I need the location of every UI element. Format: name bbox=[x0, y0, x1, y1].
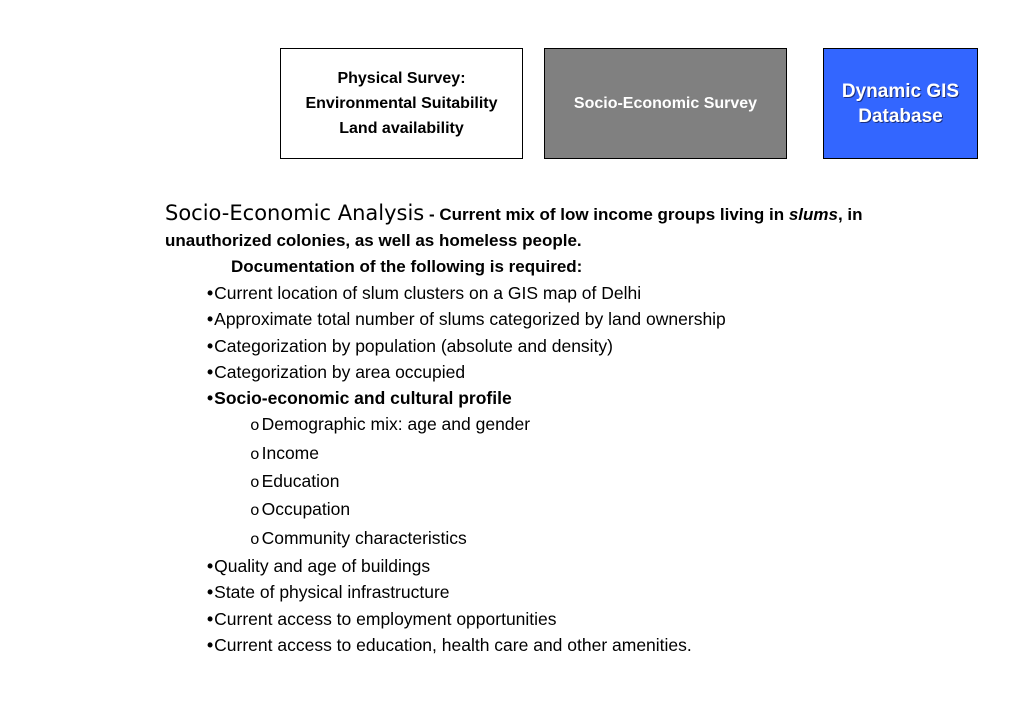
profile-sublist bbox=[207, 411, 1005, 552]
sub-bullet-icon: o bbox=[250, 474, 260, 493]
requirements-list bbox=[165, 280, 1005, 658]
bullet-icon: • bbox=[207, 608, 214, 629]
sub-list-item bbox=[250, 468, 1005, 496]
list-item-text: Categorization by population (absolute and density) bbox=[214, 335, 614, 356]
profile-label: Socio-economic and cultural profile bbox=[214, 388, 512, 409]
sub-list-item-text: Education bbox=[261, 471, 340, 492]
physical-survey-line: Land availability bbox=[339, 120, 464, 137]
list-item bbox=[207, 579, 1005, 605]
list-item bbox=[207, 333, 1005, 359]
bullet-icon: • bbox=[207, 335, 214, 356]
list-item-text: Approximate total number of slums categorized by land ownership bbox=[214, 309, 726, 330]
sub-bullet-icon: o bbox=[250, 417, 260, 436]
analysis-intro-b: , in bbox=[837, 205, 863, 224]
bullet-icon: • bbox=[207, 283, 214, 303]
list-item bbox=[207, 280, 1005, 306]
bullet-icon: • bbox=[207, 388, 214, 409]
sub-list-item bbox=[250, 496, 1005, 524]
gis-box-line: Dynamic GIS bbox=[841, 80, 960, 102]
sub-list-item-text: Community characteristics bbox=[261, 527, 467, 548]
list-item-text: Categorization by area occupied bbox=[214, 361, 466, 382]
socio-economic-survey-box bbox=[544, 48, 787, 159]
physical-survey-line: Environmental Suitability bbox=[305, 95, 498, 112]
sub-list-item-text: Occupation bbox=[261, 499, 351, 520]
physical-survey-box bbox=[280, 48, 523, 159]
list-item-text: State of physical infrastructure bbox=[214, 582, 450, 603]
sub-list-item-text: Demographic mix: age and gender bbox=[261, 414, 531, 435]
gis-box-line: Database bbox=[858, 105, 943, 127]
analysis-intro-a: - Current mix of low income groups living in bbox=[424, 205, 789, 224]
list-item-profile bbox=[207, 385, 1005, 553]
physical-survey-line: Physical Survey: bbox=[337, 70, 466, 87]
sub-list-item bbox=[250, 411, 1005, 439]
list-item bbox=[207, 359, 1005, 385]
sub-list-item-text: Income bbox=[261, 442, 319, 463]
list-item-text: Current location of slum clusters on a GIS map of Delhi bbox=[214, 283, 642, 303]
list-item bbox=[207, 306, 1005, 332]
sub-bullet-icon: o bbox=[250, 502, 260, 521]
sub-bullet-icon: o bbox=[250, 445, 260, 464]
dynamic-gis-database-box bbox=[823, 48, 978, 159]
list-item-text: Quality and age of buildings bbox=[214, 555, 431, 576]
sub-list-item bbox=[250, 440, 1005, 468]
analysis-intro-italic: slums bbox=[788, 205, 838, 224]
list-item bbox=[207, 632, 1005, 658]
list-item-text: Current access to employment opportunities bbox=[214, 608, 557, 629]
analysis-title: Socio-Economic Analysis bbox=[165, 201, 425, 225]
bullet-icon: • bbox=[207, 555, 214, 576]
socio-economic-survey-label: Socio-Economic Survey bbox=[573, 94, 758, 112]
list-item-text: Current access to education, health care and other amenities. bbox=[214, 634, 692, 655]
list-item bbox=[207, 553, 1005, 579]
list-item bbox=[207, 606, 1005, 632]
analysis-intro-line2: unauthorized colonies, as well as homeless people. bbox=[165, 231, 582, 250]
analysis-section bbox=[165, 200, 1005, 658]
sub-bullet-icon: o bbox=[250, 530, 260, 549]
bullet-icon: • bbox=[207, 582, 214, 603]
analysis-heading bbox=[165, 200, 1005, 228]
documentation-required-label: Documentation of the following is required: bbox=[231, 257, 583, 276]
bullet-icon: • bbox=[207, 309, 214, 330]
sub-list-item bbox=[250, 525, 1005, 553]
bullet-icon: • bbox=[207, 634, 214, 655]
bullet-icon: • bbox=[207, 361, 214, 382]
